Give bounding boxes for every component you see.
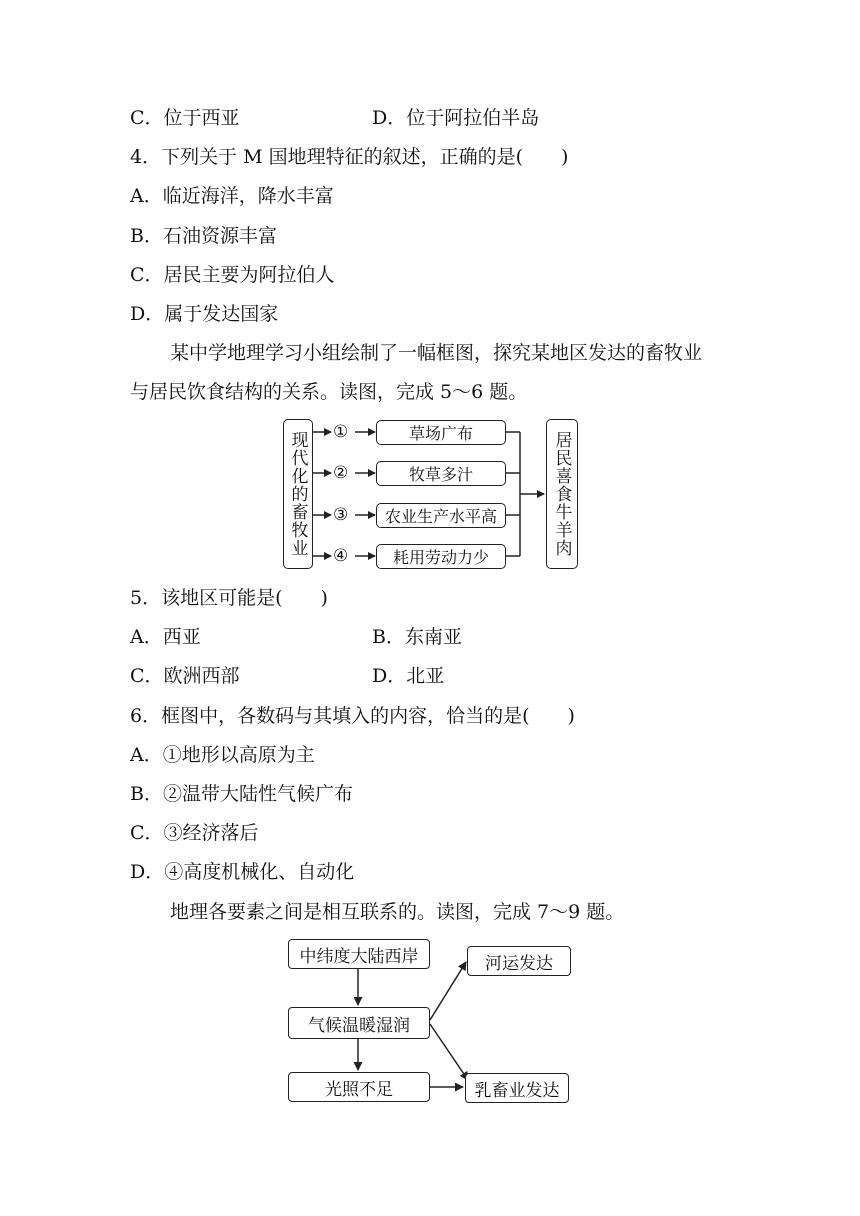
box-dairy-industry: 乳畜业发达 xyxy=(465,1073,569,1103)
q6-option-a: A．①地形以高原为主 xyxy=(130,744,315,766)
intro1-line2: 与居民饮食结构的关系。读图，完成 5～6 题。 xyxy=(130,381,528,403)
box-river-transport: 河运发达 xyxy=(467,946,571,976)
intro1-line1: 某中学地理学习小组绘制了一幅框图，探究某地区发达的畜牧业 xyxy=(170,342,703,364)
number-3: ③ xyxy=(333,505,349,525)
q4-option-b: B．石油资源丰富 xyxy=(130,225,277,247)
q4-option-c: C．居民主要为阿拉伯人 xyxy=(130,264,335,286)
q5-stem: 5．该地区可能是( ) xyxy=(130,587,328,609)
q5-option-c: C．欧洲西部 xyxy=(130,665,240,687)
modern-livestock-label: 现代化的畜牧业 xyxy=(287,431,308,557)
q6-option-c: C．③经济落后 xyxy=(130,822,259,844)
residents-diet-label: 居民喜食牛羊肉 xyxy=(551,431,572,557)
q4-option-d: D．属于发达国家 xyxy=(130,303,279,325)
number-4: ④ xyxy=(333,546,349,566)
q5-option-d: D．北亚 xyxy=(372,665,445,687)
box-mid-latitude-west-coast: 中纬度大陆西岸 xyxy=(288,939,430,969)
box-grassland: 草场广布 xyxy=(376,420,506,445)
number-2: ② xyxy=(333,463,349,483)
box-labor: 耗用劳动力少 xyxy=(376,544,506,569)
q5-option-a: A．西亚 xyxy=(130,626,201,648)
q4-option-a: A．临近海洋，降水丰富 xyxy=(130,185,334,207)
q3-option-d: D．位于阿拉伯半岛 xyxy=(372,107,540,129)
box-warm-humid-climate: 气候温暖湿润 xyxy=(288,1007,430,1039)
box-insufficient-sunlight: 光照不足 xyxy=(288,1072,430,1102)
q6-option-d: D．④高度机械化、自动化 xyxy=(130,861,355,883)
intro2: 地理各要素之间是相互联系的。读图，完成 7～9 题。 xyxy=(170,901,625,923)
number-1: ① xyxy=(333,422,349,442)
q5-option-b: B．东南亚 xyxy=(372,626,462,648)
q3-option-c: C．位于西亚 xyxy=(130,107,240,129)
q4-stem: 4．下列关于 M 国地理特征的叙述，正确的是( ) xyxy=(130,146,569,168)
q6-option-b: B．②温带大陆性气候广布 xyxy=(130,783,353,805)
box-juicy-grass: 牧草多汁 xyxy=(376,461,506,486)
box-agriculture-level: 农业生产水平高 xyxy=(376,503,506,528)
q6-stem: 6．框图中，各数码与其填入的内容，恰当的是( ) xyxy=(130,705,575,727)
